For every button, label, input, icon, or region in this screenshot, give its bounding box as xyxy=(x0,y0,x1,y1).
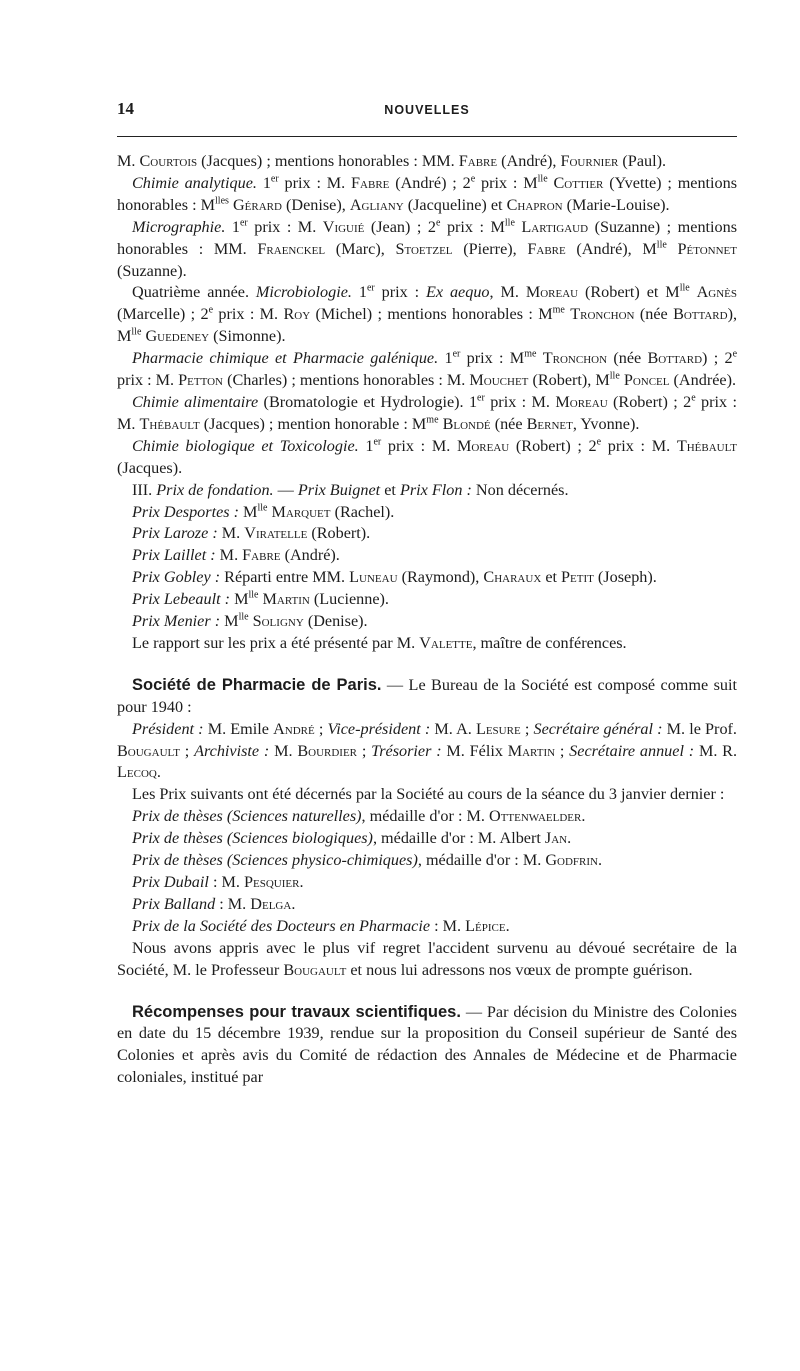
paragraph: Chimie alimentaire (Bromatologie et Hydrologie). 1er prix : M. Moreau (Robert) ; 2e prix : M. Thébault (Jacques) ; mention honorable : $M^{me}$ Blondé (née Bernet, Yvonne). xyxy=(117,392,738,433)
page-header xyxy=(117,98,737,120)
paragraph: Chimie biologique et Toxicologie. 1er prix : M. Moreau (Robert) ; 2e prix : M. Thébault (Jacques). xyxy=(117,436,738,477)
paragraph: Prix Lebeault : $M^{lle}$ Martin (Lucienne). xyxy=(132,589,389,609)
paragraph: Prix de thèses (Sciences naturelles), médaille d'or : M. Ottenwaelder. xyxy=(132,807,586,826)
paragraph: Prix de thèses (Sciences physico-chimiques), médaille d'or : M. Godfrin. xyxy=(132,851,603,870)
paragraph: Prix Desportes : $M^{lle}$ Marquet (Rachel). xyxy=(132,502,395,521)
running-title: NOUVELLES xyxy=(384,103,470,117)
paragraph: Prix Menier : $M^{lle}$ Soligny (Denise). xyxy=(132,611,368,631)
paragraph: Le rapport sur les prix a été présenté par M. Valette, maître de conférences. xyxy=(132,633,627,652)
paragraph: Prix Balland : M. Delga. xyxy=(132,894,296,913)
paragraph: Prix Gobley : Réparti entre MM. Luneau (Raymond), Charaux et Petit (Joseph). xyxy=(132,568,657,587)
paragraph: Quatrième année. Microbiologie. 1er prix : Ex aequo, M. Moreau (Robert) et $M^{lle}$ Agnès (Marcelle) ; 2e prix : M. Roy (Michel) ; mentions honorables : $M^{me}$ Tronchon (née Bottard), $M^{lle}$ Guedeney (Simonne). xyxy=(117,283,738,346)
paragraph: Pharmacie chimique et Pharmacie galénique. 1er prix : $M^{me}$ Tronchon (née Bottard) ; 2e prix : M. Petton (Charles) ; mentions honorables : M. Mouchet (Robert), $M^{lle}$ Poncel (Andrée). xyxy=(117,348,738,390)
paragraph: Chimie analytique. 1er prix : M. Fabre (André) ; 2e prix : $M^{lle}$ Cottier (Yvette) ; mentions honorables : $M^{lles}$ Gérard (Denise), Agliany (Jacqueline) et Chapron (Marie-Louise). xyxy=(117,173,738,214)
page-number: 14 xyxy=(117,99,134,118)
paragraph: Prix Laillet : M. Fabre (André). xyxy=(132,546,340,565)
section-paragraph-recompenses: Récompenses pour travaux scientifiques. — Par décision du Ministre des Colonies en date du 15 décembre 1939, rendue sur la proposition du Conseil supérieur de Santé des Colonies et après avis du Comité de rédaction des Annales de Médecine et de Pharmacie coloniales, institué par xyxy=(117,1002,737,1087)
paragraph: Président : M. Emile André ; Vice-président : M. A. Lesure ; Secrétaire général : M. le Prof. Bougault ; Archiviste : M. Bourdier ; Trésorier : M. Félix Martin ; Secrétaire annuel : M. R. Lecoq. xyxy=(117,719,738,782)
paragraph: Prix de la Société des Docteurs en Pharmacie : M. Lépice. xyxy=(132,916,510,935)
paragraph: Les Prix suivants ont été décernés par la Société au cours de la séance du 3 janvier dernier : xyxy=(132,785,725,804)
paragraph: III. Prix de fondation. — Prix Buignet et Prix Flon : Non décernés. xyxy=(132,480,569,499)
paragraph: Nous avons appris avec le plus vif regret l'accident survenu au dévoué secrétaire de la Société, M. le Professeur Bougault et nous lui adressons nos vœux de prompte guérison. xyxy=(117,938,737,979)
paragraph: Micrographie. 1er prix : M. Viguié (Jean) ; 2e prix : $M^{lle}$ Lartigaud (Suzanne) ; mentions honorables : MM. Fraenckel (Marc), Stoetzel (Pierre), Fabre (André), $M^{lle}$ Pétonnet (Suzanne). xyxy=(117,217,738,280)
paragraph: Prix de thèses (Sciences biologiques), médaille d'or : M. Albert Jan. xyxy=(132,829,572,848)
paragraph: Prix Dubail : M. Pesquier. xyxy=(132,873,304,891)
paragraph: Prix Laroze : M. Viratelle (Robert). xyxy=(132,524,371,543)
header-rule xyxy=(117,136,737,137)
section-paragraph-societe: Société de Pharmacie de Paris. — Le Bureau de la Société est composé comme suit pour 1940 : xyxy=(117,675,737,716)
page xyxy=(117,98,737,1089)
paragraph: M. Courtois (Jacques) ; mentions honorables : MM. Fabre (André), Fournier (Paul). xyxy=(117,152,667,170)
